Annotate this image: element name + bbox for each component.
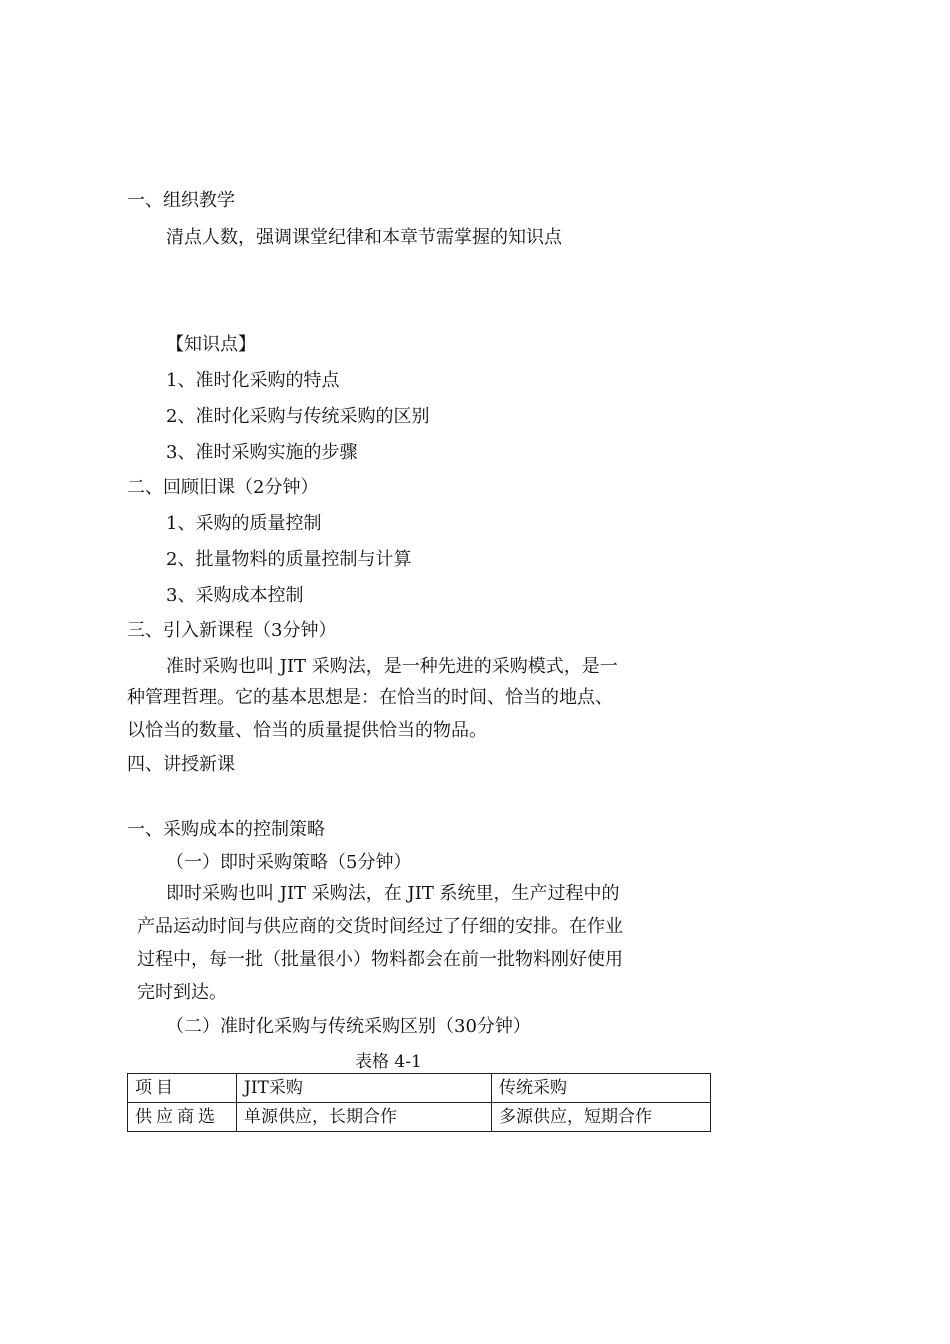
jit-paragraph-line: 过程中，每一批（批量很小）物料都会在前一批物料刚好使用 [137,949,623,970]
review-item: 3、采购成本控制 [166,585,304,606]
table-header-row [128,1074,711,1103]
table-header-cell: JIT采购 [237,1074,492,1103]
table-cell: 单源供应，长期合作 [237,1103,492,1132]
intro-paragraph-line: 准时采购也叫 JIT 采购法，是一种先进的采购模式，是一 [166,656,618,677]
section-heading-4: 四、讲授新课 [127,754,235,775]
knowledge-title: 【知识点】 [166,334,256,355]
intro-paragraph-line: 以恰当的数量、恰当的质量提供恰当的物品。 [127,720,487,741]
jit-paragraph-line: 产品运动时间与供应商的交货时间经过了仔细的安排。在作业 [137,916,623,937]
jit-paragraph-line: 完时到达。 [137,982,227,1003]
table-header-cell: 传统采购 [492,1074,711,1103]
subsection-heading: （二）准时化采购与传统采购区别（30分钟） [166,1016,531,1037]
knowledge-item: 1、准时化采购的特点 [166,370,340,391]
table-cell: 供应商选 [128,1103,237,1132]
subsection-heading: （一）即时采购策略（5分钟） [166,852,412,873]
review-item: 2、批量物料的质量控制与计算 [166,549,412,570]
intro-paragraph-line: 种管理哲理。它的基本思想是：在恰当的时间、恰当的地点、 [127,687,613,708]
jit-paragraph-line: 即时采购也叫 JIT 采购法，在 JIT 系统里，生产过程中的 [166,883,620,904]
subsection-heading: 一、采购成本的控制策略 [127,819,325,840]
comparison-table [127,1073,711,1132]
table-cell: 多源供应，短期合作 [492,1103,711,1132]
knowledge-item: 3、准时采购实施的步骤 [166,442,358,463]
section-heading-1: 一、组织教学 [127,190,235,211]
table-caption: 表格 4-1 [355,1052,422,1072]
knowledge-item: 2、准时化采购与传统采购的区别 [166,406,430,427]
section-heading-2: 二、回顾旧课（2分钟） [127,477,319,498]
table-header-cell: 项目 [128,1074,237,1103]
section-heading-3: 三、引入新课程（3分钟） [127,620,337,641]
section-body-1: 清点人数，强调课堂纪律和本章节需掌握的知识点 [166,227,562,248]
review-item: 1、采购的质量控制 [166,513,322,534]
table-row [128,1103,711,1132]
